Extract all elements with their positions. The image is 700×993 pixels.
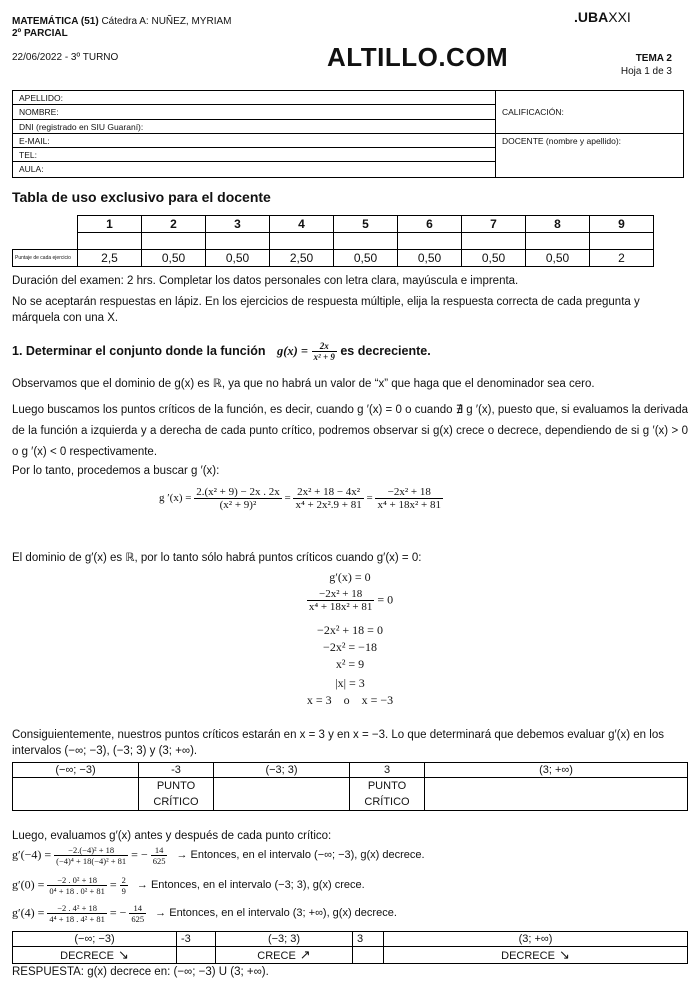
exam-name: 2º PARCIAL	[12, 28, 68, 39]
grading-cell	[142, 233, 206, 250]
score-cell: 2	[590, 250, 654, 267]
grading-header: 9	[590, 216, 654, 233]
eval-2-num: −2 . 0² + 18	[47, 875, 106, 886]
critical-header: 3	[350, 763, 425, 778]
grading-cell	[590, 233, 654, 250]
logo-suffix: XXI	[608, 9, 631, 25]
field-dni[interactable]: DNI (registrado en SIU Guaraní):	[13, 120, 495, 134]
step-2	[0, 588, 700, 613]
eval-3-res-den: 625	[131, 914, 145, 924]
evaluation-2	[12, 875, 365, 896]
critical-header: -3	[177, 932, 216, 947]
grading-header: 1	[78, 216, 142, 233]
grading-cell	[334, 233, 398, 250]
fraction-denominator: x² + 9	[313, 352, 335, 362]
derivative-num-2: 2x² + 18 − 4x²	[293, 486, 363, 499]
grading-header: 6	[398, 216, 462, 233]
eval-1-den: (−4)⁴ + 18(−4)² + 81	[56, 856, 127, 866]
question-text: 1. Determinar el conjunto donde la función	[12, 343, 266, 358]
critical-condition-paragraph: El dominio de g′(x) es ℝ, por lo tanto sólo habrá puntos críticos cuando g′(x) = 0:	[12, 552, 422, 564]
score-cell: 2,50	[270, 250, 334, 267]
derivative-lhs: g ′(x) =	[159, 492, 192, 505]
derivative-intro: Por lo tanto, procedemos a buscar g ′(x):	[12, 465, 220, 477]
eval-1-frac	[54, 845, 128, 866]
site-watermark: ALTILLO.COM	[327, 42, 509, 72]
monotonicity-header	[13, 932, 688, 947]
personal-data-box	[12, 90, 684, 178]
interval-cell	[425, 778, 688, 811]
monotonicity-table	[12, 931, 688, 964]
critical-points-paragraph: Luego buscamos los puntos críticos de la función, es decir, cuando g ′(x) = 0 o cuando ∄ g ′(x), puesto que, si evaluamos la derivada de la función a izquierda y a derecha de cada punto crítico, podremos observar si g(x) crece o decrece, dependiendo de si g ′(x) > 0 o g ′(x) < 0 respectivamente.	[12, 404, 688, 458]
uba-logo	[574, 9, 631, 25]
interval-header: (3; +∞)	[425, 763, 688, 778]
interval-cell	[13, 778, 139, 811]
eval-2-lhs: g′(0) =	[12, 877, 45, 892]
field-calificacion[interactable]: CALIFICACIÓN:	[496, 91, 683, 134]
function-lhs: g(x) =	[276, 343, 309, 358]
eval-3-eq: = −	[109, 905, 127, 920]
eval-1-res-den: 625	[152, 856, 166, 866]
grading-cell	[206, 233, 270, 250]
behavior-cell	[384, 947, 688, 964]
grading-header: 7	[462, 216, 526, 233]
grading-cell	[462, 233, 526, 250]
eval-1-lhs: g′(−4) =	[12, 847, 52, 862]
critical-table-row	[13, 778, 688, 811]
question-end: es decreciente.	[340, 343, 431, 358]
arrow-down-right-icon: ↘	[117, 947, 129, 962]
arrow-down-right-icon: ↘	[558, 947, 570, 962]
intervals-paragraph: Consiguientemente, nuestros puntos críticos estarán en x = 3 y en x = −3. Lo que determinará que debemos evaluar g′(x) en los intervalos (−∞; −3), (−3; 3) y (3; +∞).	[12, 729, 664, 757]
tema-label: TEMA 2	[635, 53, 672, 64]
derivative-den-1: (x² + 9)²	[219, 499, 257, 511]
eval-3-frac	[47, 903, 106, 924]
step-4: −2x² = −18	[323, 640, 377, 654]
critical-header: -3	[139, 763, 214, 778]
instruction-answers: No se aceptarán respuestas en lápiz. En los ejercicios de respuesta múltiple, elija la respuesta correcta de cada pregunta y márquela con una X.	[12, 296, 640, 324]
critical-header: 3	[353, 932, 384, 947]
score-cell: 0,50	[398, 250, 462, 267]
derivative-frac-3	[375, 486, 443, 511]
evaluation-3	[12, 903, 397, 924]
arrow-up-right-icon: ↗	[299, 947, 311, 962]
grading-header: 3	[206, 216, 270, 233]
eval-2-den: 0⁴ + 18 . 0² + 81	[49, 886, 105, 896]
eval-2-res-num: 2	[121, 875, 126, 885]
step-5: x² = 9	[335, 657, 365, 671]
derivative-frac-1	[194, 486, 282, 511]
final-answer: RESPUESTA: g(x) decrece en: (−∞; −3) U (3; +∞).	[12, 966, 269, 978]
step-3: −2x² + 18 = 0	[317, 623, 383, 637]
grading-corner	[13, 233, 78, 250]
behavior-label: CRECE	[257, 950, 296, 962]
grading-blank-row	[13, 233, 654, 250]
eval-2-frac	[47, 875, 106, 896]
grading-header: 8	[526, 216, 590, 233]
score-row-label: Puntaje de cada ejercicio	[13, 250, 78, 267]
interval-header: (−∞; −3)	[13, 932, 177, 947]
subject-title: MATEMÁTICA (51)	[12, 16, 99, 27]
grading-header: 4	[270, 216, 334, 233]
behavior-cell	[216, 947, 353, 964]
behavior-label: DECRECE	[501, 950, 555, 962]
subject-chair: Cátedra A: NUÑEZ, MYRIAM	[98, 16, 232, 27]
grading-cell	[526, 233, 590, 250]
field-tel[interactable]: TEL:	[13, 148, 495, 162]
step-7: x = 3 o x = −3	[306, 693, 394, 707]
personal-fields	[13, 91, 496, 177]
exam-header	[12, 16, 231, 40]
field-nombre[interactable]: NOMBRE:	[13, 105, 495, 119]
derivative-num-1: 2.(x² + 9) − 2x . 2x	[196, 486, 280, 498]
score-cell: 0,50	[206, 250, 270, 267]
field-docente[interactable]: DOCENTE (nombre y apellido):	[502, 136, 622, 146]
exam-date: 22/06/2022 - 3º TURNO	[12, 52, 119, 63]
monotonicity-row	[13, 947, 688, 964]
critical-table-header	[13, 763, 688, 778]
domain-paragraph: Observamos que el dominio de g(x) es ℝ, ya que no habrá un valor de “x” que haga que el denominador sea cero.	[12, 378, 595, 390]
step-1: g′(x) = 0	[329, 570, 371, 584]
eval-1-res-num: 14	[151, 845, 168, 856]
eval-1-conclusion: → Entonces, en el intervalo (−∞; −3), g(x) decrece.	[176, 849, 425, 862]
derivative-den-3: x⁴ + 18x² + 81	[377, 499, 441, 511]
field-email[interactable]: E-MAIL:	[13, 134, 495, 148]
grading-header-row	[13, 216, 654, 233]
critical-point-cell: PUNTO CRÍTICO	[350, 778, 425, 811]
field-apellido[interactable]: APELLIDO:	[13, 91, 495, 105]
eval-3-res-num: 14	[129, 903, 146, 914]
eval-1-eq: = −	[131, 847, 148, 862]
eval-3-conclusion: → Entonces, en el intervalo (3; +∞), g(x) decrece.	[155, 907, 397, 920]
instruction-duration: Duración del examen: 2 hrs. Completar los datos personales con letra clara, mayúscula e imprenta.	[12, 275, 519, 287]
critical-point-cell: PUNTO CRÍTICO	[139, 778, 214, 811]
grading-corner	[13, 216, 78, 233]
eval-1-num: −2.(−4)² + 18	[54, 845, 128, 856]
question-title	[12, 341, 431, 362]
behavior-label: DECRECE	[60, 950, 114, 962]
evaluation-intro: Luego, evaluamos g′(x) antes y después de cada punto crítico:	[12, 830, 332, 842]
eval-3-den: 4⁴ + 18 . 4² + 81	[49, 914, 105, 924]
step-2-rhs: = 0	[377, 592, 394, 607]
step-2-num: −2x² + 18	[307, 588, 375, 601]
score-cell: 0,50	[462, 250, 526, 267]
empty-cell	[353, 947, 384, 964]
interval-header: (−3; 3)	[214, 763, 350, 778]
grading-title: Tabla de uso exclusivo para el docente	[12, 189, 271, 205]
eval-3-result	[129, 903, 146, 924]
derivative-num-3: −2x² + 18	[375, 486, 443, 499]
grading-header: 2	[142, 216, 206, 233]
grading-cell	[78, 233, 142, 250]
score-cell: 0,50	[526, 250, 590, 267]
tema-block	[612, 52, 672, 78]
page-count: Hoja 1 de 3	[620, 66, 672, 77]
eval-2-conclusion: → Entonces, en el intervalo (−3; 3), g(x) crece.	[136, 879, 365, 892]
eval-3-lhs: g′(4) =	[12, 905, 45, 920]
behavior-cell	[13, 947, 177, 964]
interval-header: (−∞; −3)	[13, 763, 139, 778]
score-cell: 2,5	[78, 250, 142, 267]
interval-cell	[214, 778, 350, 811]
eval-3-num: −2 . 4² + 18	[47, 903, 106, 914]
interval-header: (3; +∞)	[384, 932, 688, 947]
fraction-numerator: 2x	[312, 341, 337, 352]
empty-cell	[177, 947, 216, 964]
eval-1-result	[151, 845, 168, 866]
score-cell: 0,50	[334, 250, 398, 267]
step-6: |x| = 3	[335, 676, 365, 690]
grading-score-row	[13, 250, 654, 267]
step-2-den: x⁴ + 18x² + 81	[308, 601, 373, 613]
derivative-equation: g ′(x) = $\frac{\text{2.(x² + 9) − 2x . 2x}}{\text{(x² + 9)²}}$ = $\frac{\text{2x² + 18 − 4x²}}{\text{x⁴ + 2x².9 + 81}}$ = $\frac{\text{−2x² + 18}}{\text{x⁴ + 18x² + 81}}$	[159, 486, 441, 511]
score-cell: 0,50	[142, 250, 206, 267]
interval-header: (−3; 3)	[216, 932, 353, 947]
grading-cell	[398, 233, 462, 250]
eval-2-result	[120, 875, 128, 896]
grading-fields	[496, 91, 683, 177]
grading-table	[12, 215, 654, 267]
step-2-frac	[307, 588, 375, 613]
function-fraction	[312, 341, 337, 362]
eval-2-eq: =	[109, 877, 117, 892]
derivative-frac-2	[293, 486, 363, 511]
critical-points-table	[12, 762, 688, 811]
eval-2-res-den: 9	[121, 886, 126, 896]
grading-header: 5	[334, 216, 398, 233]
derivative-den-2: x⁴ + 2x².9 + 81	[295, 499, 362, 511]
evaluation-1	[12, 845, 425, 866]
field-aula[interactable]: AULA:	[19, 164, 44, 175]
logo-main: .UBA	[574, 9, 609, 25]
grading-cell	[270, 233, 334, 250]
